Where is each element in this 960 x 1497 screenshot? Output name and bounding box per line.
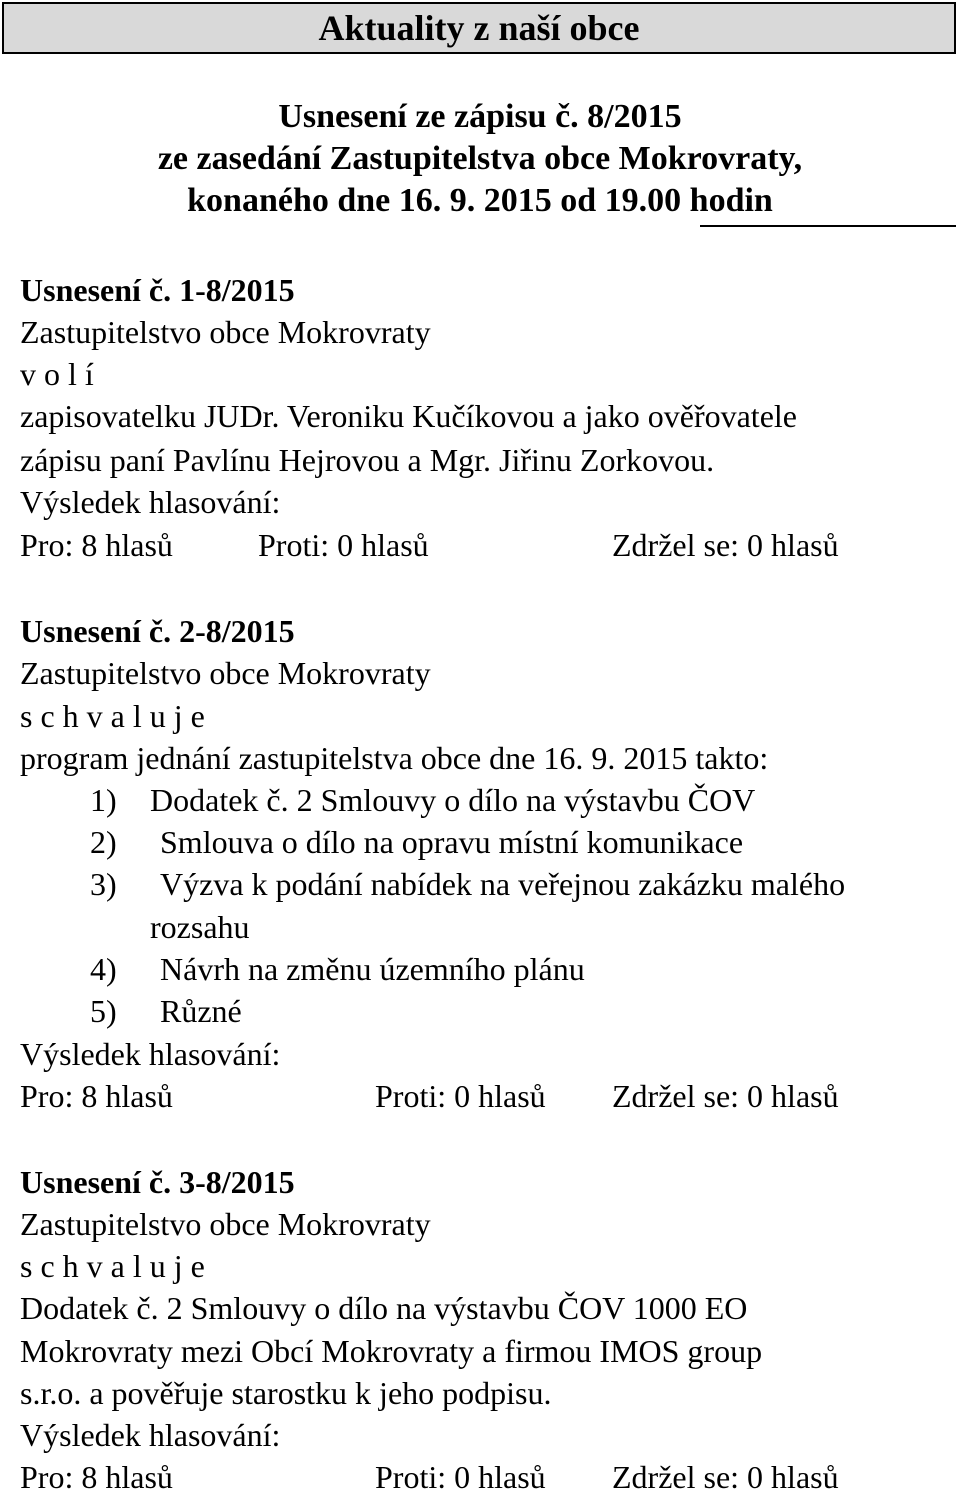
resolution-1-vote-label: Výsledek hlasování: [20,484,281,520]
agenda-item-2-number: 2) [90,824,117,860]
resolution-1-vote-against: Proti: 0 hlasů [258,527,429,563]
resolution-1-text-1: zapisovatelku JUDr. Veroniku Kučíkovou a jako ověřovatele [20,398,797,434]
resolution-2-vote-abstain: Zdržel se: 0 hlasů [612,1078,839,1114]
resolution-2-vote-for: Pro: 8 hlasů [20,1078,173,1114]
resolution-3-title: Usnesení č. 3-8/2015 [20,1164,295,1200]
header-line-2: ze zasedání Zastupitelstva obce Mokrovraty, [157,140,803,177]
resolution-1-body: Zastupitelstvo obce Mokrovraty [20,314,431,350]
agenda-item-2-text: Smlouva o dílo na opravu místní komunikace [160,824,744,860]
header-rule [700,225,956,227]
resolution-1-vote-for: Pro: 8 hlasů [20,527,173,563]
resolution-3-vote-abstain: Zdržel se: 0 hlasů [612,1459,839,1495]
resolution-3-text-3: s.r.o. a pověřuje starostku k jeho podpisu. [20,1375,552,1411]
agenda-item-3-text-cont: rozsahu [150,909,250,945]
header-line-1: Usnesení ze zápisu č. 8/2015 [278,98,682,135]
agenda-item-1-number: 1) [90,782,117,818]
agenda-item-3-number: 3) [90,866,117,902]
resolution-1-title: Usnesení č. 1-8/2015 [20,272,295,308]
agenda-item-1-text: Dodatek č. 2 Smlouvy o dílo na výstavbu ČOV [150,782,756,818]
banner-title: Aktuality z naší obce [2,2,956,54]
resolution-2-action: s c h v a l u j e [20,698,205,734]
agenda-item-4-number: 4) [90,951,117,987]
resolution-1-action: v o l í [20,356,94,392]
resolution-3-vote-against: Proti: 0 hlasů [375,1459,546,1495]
header-line-3: konaného dne 16. 9. 2015 od 19.00 hodin [187,182,773,219]
resolution-1-vote-abstain: Zdržel se: 0 hlasů [612,527,839,563]
resolution-3-text-1: Dodatek č. 2 Smlouvy o dílo na výstavbu ČOV 1000 EO [20,1290,748,1326]
resolution-3-vote-for: Pro: 8 hlasů [20,1459,173,1495]
resolution-2-intro: program jednání zastupitelstva obce dne 16. 9. 2015 takto: [20,740,769,776]
resolution-2-body: Zastupitelstvo obce Mokrovraty [20,655,431,691]
resolution-3-text-2: Mokrovraty mezi Obcí Mokrovraty a firmou IMOS group [20,1333,763,1369]
resolution-2-vote-against: Proti: 0 hlasů [375,1078,546,1114]
resolution-2-vote-label: Výsledek hlasování: [20,1036,281,1072]
resolution-3-vote-label: Výsledek hlasování: [20,1417,281,1453]
agenda-item-4-text: Návrh na změnu územního plánu [160,951,585,987]
resolution-2-title: Usnesení č. 2-8/2015 [20,613,295,649]
agenda-item-5-number: 5) [90,993,117,1029]
resolution-1-text-2: zápisu paní Pavlínu Hejrovou a Mgr. Jiřinu Zorkovou. [20,442,715,478]
agenda-item-3-text: Výzva k podání nabídek na veřejnou zakázku malého [160,866,846,902]
resolution-3-action: s c h v a l u j e [20,1248,205,1284]
resolution-3-body: Zastupitelstvo obce Mokrovraty [20,1206,431,1242]
agenda-item-5-text: Různé [160,993,242,1029]
